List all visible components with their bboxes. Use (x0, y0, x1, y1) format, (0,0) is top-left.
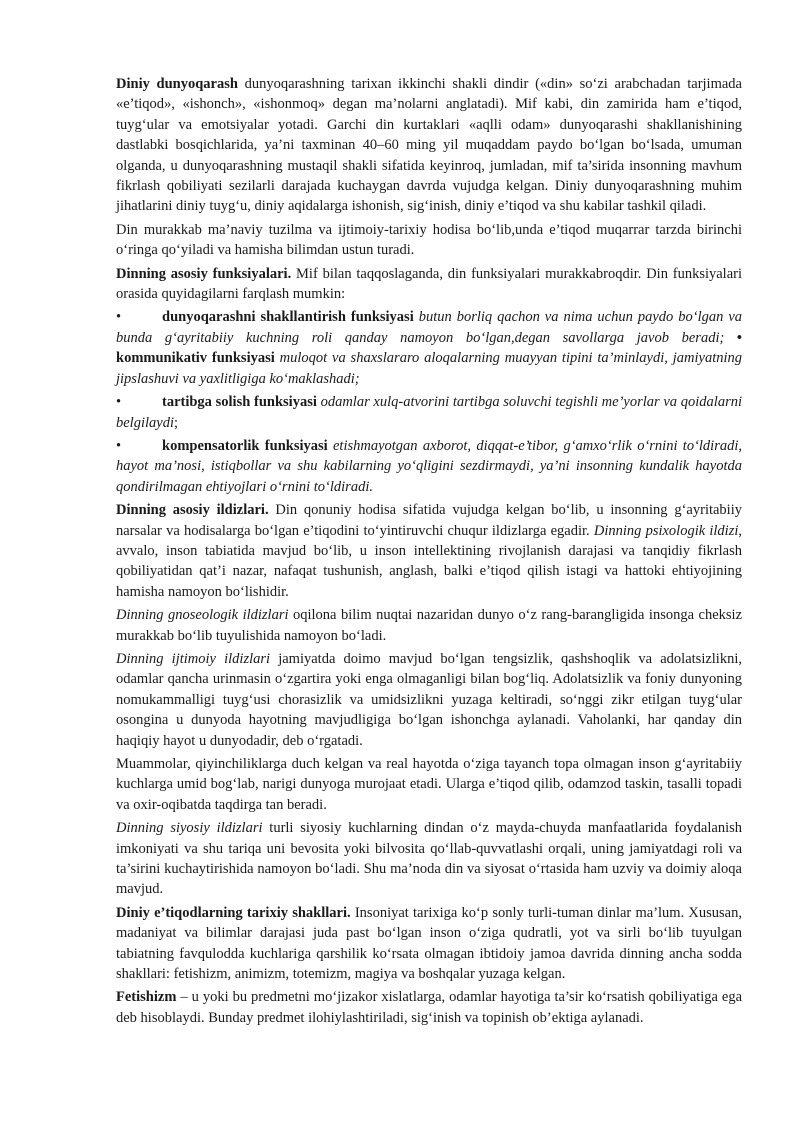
paragraph-text: dunyoqarashning tarixan ikkinchi shakli dindir («din» so‘zi arabchadan tarjimada «e’tiqod», «ishonch», «ishonmoq» degan ma’nolarni anglatadi). Mif kabi, din zamirida ham e’tiqod, tuyg‘ular va emotsiyalar yotadi. Garchi din kurtaklari «aqlli odam» dunyoqarashi shakllanishining dastlabki bosqichlarida, ya’ni taxminan 40–60 ming yil muqaddam paydo bo‘lgan bo‘lsada, umuman olganda, u dunyoqarashning mustaqil shakli sifatida keyinroq, jumladan, mif ta’sirida insonning mavhum fikrlash qobiliyati sezilarli darajada kuchaygan davrda vujudga kelgan. Diniy dunyoqarashning muhim jihatlarini diniy tuyg‘u, diniy aqidalarga ishonish, sig‘inish, diniy e’tiqod va shu kabilar tashkil qiladi. (116, 76, 742, 215)
paragraph-historical-forms (116, 903, 742, 985)
italic-term: Dinning gnoseologik ildizlari (116, 607, 289, 624)
bullet-text: etishmayotgan axborot, diqqat-e’tibor, g‘amxo‘rlik o‘rnini to‘ldiradi, hayot ma’nosi, istiqbollar va shu kabilarning yo‘qligini sezdirmaydi, ya’ni insonning kundalik hayotda qondirilmagan ehtiyojlari o‘rnini to‘ldiradi. (116, 437, 742, 495)
list-item-regulation-function (116, 392, 742, 433)
term-heading: Fetishizm (116, 989, 177, 1006)
bullet-title: kommunikativ funksiyasi (116, 350, 275, 367)
paragraph-religion-structure: Din murakkab ma’naviy tuzilma va ijtimoiy-tarixiy hodisa bo‘lib,unda e’tiqod muqarrar tarzda birinchi o‘ringa qo‘yiladi va hamisha bilimdan ustun turadi. (116, 221, 742, 259)
paragraph-problems: Muammolar, qiyinchiliklarga duch kelgan va real hayotda o‘ziga tayanch topa olmagan inson g‘ayritabiiy kuchlarga umid bog‘lab, narigi dunyoga murojaat etadi. Ularga e’tiqod qilib, odamzod taskin, tasalli topadi va oxir-oqibatda taqdirga tan beradi. (116, 756, 742, 813)
bullet-text: odamlar xulq-atvorini tartibga soluvchi tegishli me’yorlar va qoidalarni belgilaydi (116, 394, 742, 431)
paragraph-religious-worldview (116, 74, 742, 217)
italic-term: Dinning siyosiy ildizlari (116, 820, 263, 837)
section-heading: Dinning asosiy ildizlari. (116, 502, 269, 519)
paragraph-text: jamiyatda doimo mavjud bo‘lgan tengsizlik, qashshoqlik va adolatsizlikni, odamlar qancha urinmasin o‘zgartira yoki enga olmaganligi bilan bog‘liq. Adolatsizlik va foniy dunyoning nomukammalligi tuyg‘usi chorasizlik va umidsizlikni yuzaga keltiradi, so‘nggi zikr etilgan tuyg‘ular osongina u dunyoda hayotning mavjudligiga bo‘lgan ishonchga aylanadi. Vaholanki, har qanday din haqiqiy hayot u dunyodadir, deb o‘rgatadi. (116, 650, 742, 749)
section-heading: Dinning asosiy funksiyalari. (116, 265, 292, 282)
paragraph-social-roots (116, 649, 742, 751)
paragraph-text: Din qonuniy hodisa sifatida vujudga kelgan bo‘lib, u insonning g‘ayritabiiy narsalar va hodisalarga bo‘lgan e’tiqodini to‘yintiruvchi chuqur ildizlarga egadir. (116, 502, 742, 539)
paragraph-text: Mif bilan taqqoslaganda, din funksiyalari murakkabroqdir. Din funksiyalari orasida quyidagilarni farqlash mumkin: (116, 265, 742, 303)
paragraph-text: – u yoki bu predmetni mo‘jizakor xislatlarga, odamlar hayotiga ta’sir ko‘rsatish qobiliyatiga ega deb hisoblaydi. Bunday predmet ilohiylashtiriladi, sig‘inish va topinish ob’ektiga aylanadi. (116, 989, 742, 1026)
paragraph-political-roots (116, 818, 742, 900)
bullet-end: ; (174, 414, 179, 431)
paragraph-text: Insoniyat tarixiga ko‘p sonly turli-tuman dinlar ma’lum. Xususan, madaniyat va bilimlar darajasi juda past bo‘lgan inson o‘ziga qudratli, yot va sirli bo‘lib tuyulgan tabiatning favqulodda kuchlariga qarshilik ko‘rsata olmagan ibtidoiy jamoa davrida dinning ancha sodda shakllari: fetishizm, animizm, totemizm, magiya va boshqalar yuzaga kelgan. (116, 904, 742, 983)
section-heading: Diniy e’tiqodlarning tarixiy shakllari. (116, 904, 351, 921)
italic-term: Dinning psixologik ildizi (593, 522, 739, 539)
bullet-text: muloqot va shaxslararo aloqalarning muayyan tipini ta’minlaydi, jamiyatning jipslashuvi va yaxlitligiga ko‘maklashadi; (116, 350, 742, 387)
bullet-text: butun borliq qachon va nima uchun paydo bo‘lgan va bunda g‘ayritabiiy kuchning roli qanday namoyon bo‘lgan,degan savollarga javob beradi; (116, 309, 743, 346)
bullet-title: tartibga solish funksiyasi (162, 394, 317, 411)
bullet-marker: • (116, 437, 122, 454)
paragraph-fetishism (116, 987, 742, 1028)
list-item-worldview-function (116, 307, 742, 389)
paragraph-roots-intro (116, 500, 742, 602)
bullet-title: kompensatorlik funksiyasi (162, 437, 328, 454)
paragraph-text: turli siyosiy kuchlarning dindan o‘z mayda-chuyda manfaatlarida foydalanish imkoniyati va shu tariqa uni bevosita yoki bilvosita qo‘llab-quvvatlashi orqali, uning jamiyatdagi roli va ta’sirini kuchaytirishida namoyon bo‘ladi. Shu ma’noda din va siyosat o‘rtasida ham uzviy va doimiy aloqa mavjud. (116, 820, 742, 898)
italic-term: Dinning ijtimoiy ildizlari (116, 650, 271, 667)
bullet-title: dunyoqarashni shakllantirish funksiyasi (162, 309, 414, 326)
bullet-marker: • (116, 394, 122, 411)
paragraph-text: , avvalo, inson tabiatida mavjud bo‘lib, u inson intellektining rivojlanish darajasi va tanqidiy fikrlash qobiliyatidan qat’i nazar, nafaqat tushunish, anglash, balki e’tiqod qilish istagi va hattoki ehtiyojining hamisha namoyon bo‘lishidir. (116, 522, 742, 600)
bullet-marker-inline: • (736, 329, 742, 346)
bullet-marker: • (116, 309, 122, 326)
paragraph-gnoseological-roots (116, 605, 742, 646)
list-item-compensatory-function (116, 436, 742, 497)
document-page (116, 74, 742, 1031)
term-heading: Diniy dunyoqarash (116, 76, 238, 92)
paragraph-text: oqilona bilim nuqtai nazaridan dunyo o‘z rang-barangligida insonga cheksiz murakkab bo‘lib tuyulishida namoyon bo‘ladi. (116, 607, 743, 644)
paragraph-functions-intro (116, 264, 742, 305)
